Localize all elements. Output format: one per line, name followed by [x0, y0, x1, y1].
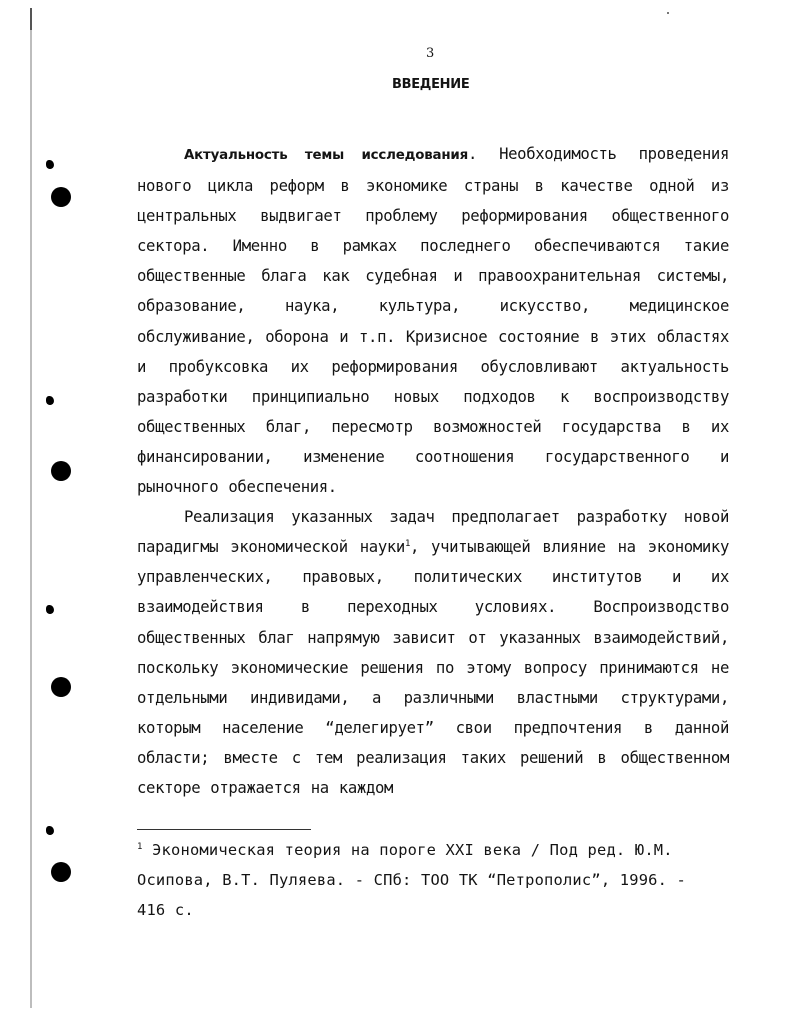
- section-heading: ВВЕДЕНИЕ: [392, 77, 470, 92]
- paragraph-2-text-b: , учитывающей влияние на экономику управленческих, правовых, политических институтов и их взаимодействия в переходных условиях. Воспроизводство общественных благ напрямую зависит от указанных взаимодействий, поскольку экономические решения по этому вопросу принимаются не отдельными индивидами, а различными властными структурами, которым население “делегирует” свои предпочтения в данной области; вместе с тем реализация таких решений в общественном секторе отражается на каждом: [137, 538, 729, 797]
- binding-mark: [46, 160, 54, 169]
- paragraph-2: [137, 502, 729, 803]
- footnote-text: Экономическая теория на пороге XXI века / Под ред. Ю.М. Осипова, В.Т. Пуляева. - СПб: ТОО ТК “Петрополис”, 1996. - 416 с.: [137, 841, 687, 919]
- footnote: [137, 836, 697, 925]
- punch-hole: [51, 677, 71, 697]
- binding-mark: [46, 396, 54, 405]
- page-number: 3: [426, 46, 435, 61]
- scan-edge-mark: [30, 8, 32, 30]
- footnote-marker: 1: [137, 841, 143, 852]
- topic-label: Актуальность темы исследования: [184, 148, 468, 163]
- footnote-ref: 1: [404, 539, 411, 550]
- punch-hole: [51, 862, 71, 882]
- footnote-separator: [137, 829, 311, 830]
- paragraph-1: [137, 139, 729, 502]
- punch-hole: [51, 461, 71, 481]
- paragraph-2-text-a: Реализация указанных задач предполагает разработку новой парадигмы экономической науки: [137, 508, 729, 557]
- scan-edge-line: [30, 8, 32, 1008]
- scan-speck: [667, 12, 669, 14]
- punch-hole: [51, 187, 71, 207]
- binding-mark: [46, 826, 54, 835]
- binding-mark: [46, 605, 54, 614]
- body-text: [137, 139, 729, 803]
- paragraph-1-text: . Необходимость проведения нового цикла реформ в экономике страны в качестве одной из центральных выдвигает проблему реформирования общественного сектора. Именно в рамках последнего обеспечиваются такие общественные блага как судебная и правоохранительная системы, образование, наука, культура, искусство, медицинское обслуживание, оборона и т.п. Кризисное состояние в этих областях и пробуксовка их реформирования обусловливают актуальность разработки принципиально новых подходов к воспроизводству общественных благ, пересмотр возможностей государства в их финансировании, изменение соотношения государственного и рыночного обеспечения.: [137, 145, 729, 497]
